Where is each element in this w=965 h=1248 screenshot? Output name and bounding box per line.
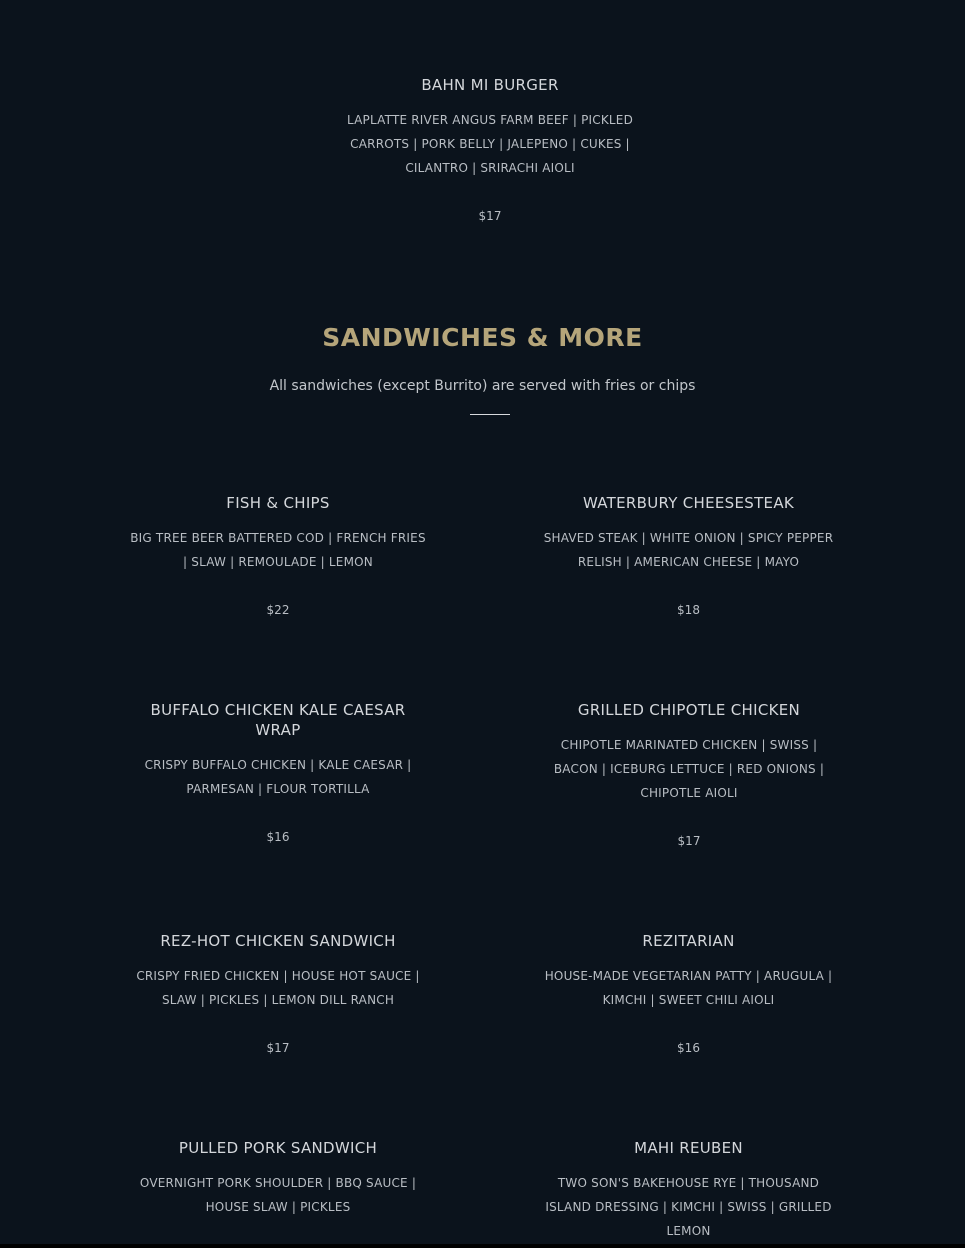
item-name: GRILLED CHIPOTLE CHICKEN [577, 701, 801, 719]
section-title: SANDWICHES & MORE [322, 323, 643, 352]
menu-item [128, 931, 428, 1056]
item-name: BAHN MI BURGER [421, 76, 559, 94]
item-price: $17 [677, 834, 701, 848]
item-name: REZ-HOT CHICKEN SANDWICH [160, 932, 396, 950]
item-description: CRISPY FRIED CHICKEN | HOUSE HOT SAUCE | SLAW | PICKLES | LEMON DILL RANCH [136, 969, 420, 1007]
item-price: $18 [677, 603, 700, 617]
item-price: $16 [266, 830, 290, 844]
section-subtitle: All sandwiches (except Burrito) are served with fries or chips [269, 378, 696, 394]
menu-item [540, 493, 837, 618]
menu-item [538, 700, 840, 849]
item-name: PULLED PORK SANDWICH [178, 1139, 378, 1157]
item-name: WATERBURY CHEESESTEAK [582, 494, 795, 512]
item-price: $16 [677, 1041, 700, 1055]
item-price: $17 [266, 1041, 290, 1055]
menu-item [128, 493, 428, 618]
item-description: SHAVED STEAK | WHITE ONION | SPICY PEPPER RELISH | AMERICAN CHEESE | MAYO [543, 531, 834, 569]
bottom-edge [0, 1244, 965, 1248]
item-name: MAHI REUBEN [634, 1139, 743, 1157]
item-name: REZITARIAN [642, 932, 735, 950]
menu-item [540, 931, 837, 1056]
item-description: CHIPOTLE MARINATED CHICKEN | SWISS | BACON | ICEBURG LETTUCE | RED ONIONS | CHIPOTLE AIOLI [553, 738, 825, 800]
item-description: OVERNIGHT PORK SHOULDER | BBQ SAUCE | HOUSE SLAW | PICKLES [139, 1176, 417, 1214]
menu-item [128, 700, 428, 845]
item-price: $17 [478, 209, 502, 223]
menu-item [128, 1138, 428, 1219]
item-description: HOUSE-MADE VEGETARIAN PATTY | ARUGULA | KIMCHI | SWEET CHILI AIOLI [544, 969, 833, 1007]
menu-item [540, 1138, 837, 1243]
item-description: BIG TREE BEER BATTERED COD | FRENCH FRIES | SLAW | REMOULADE | LEMON [130, 531, 426, 569]
item-name: BUFFALO CHICKEN KALE CAESAR WRAP [150, 701, 406, 739]
item-price: $22 [266, 603, 290, 617]
section-divider [470, 414, 510, 415]
item-description: CRISPY BUFFALO CHICKEN | KALE CAESAR | PARMESAN | FLOUR TORTILLA [144, 758, 412, 796]
item-description: TWO SON'S BAKEHOUSE RYE | THOUSAND ISLAND DRESSING | KIMCHI | SWISS | GRILLED LEMON [545, 1176, 832, 1238]
menu-item-featured [345, 75, 635, 224]
item-description: LAPLATTE RIVER ANGUS FARM BEEF | PICKLED CARROTS | PORK BELLY | JALEPENO | CUKES | CILANTRO | SRIRACHI AIOLI [346, 113, 634, 175]
item-name: FISH & CHIPS [226, 494, 330, 512]
